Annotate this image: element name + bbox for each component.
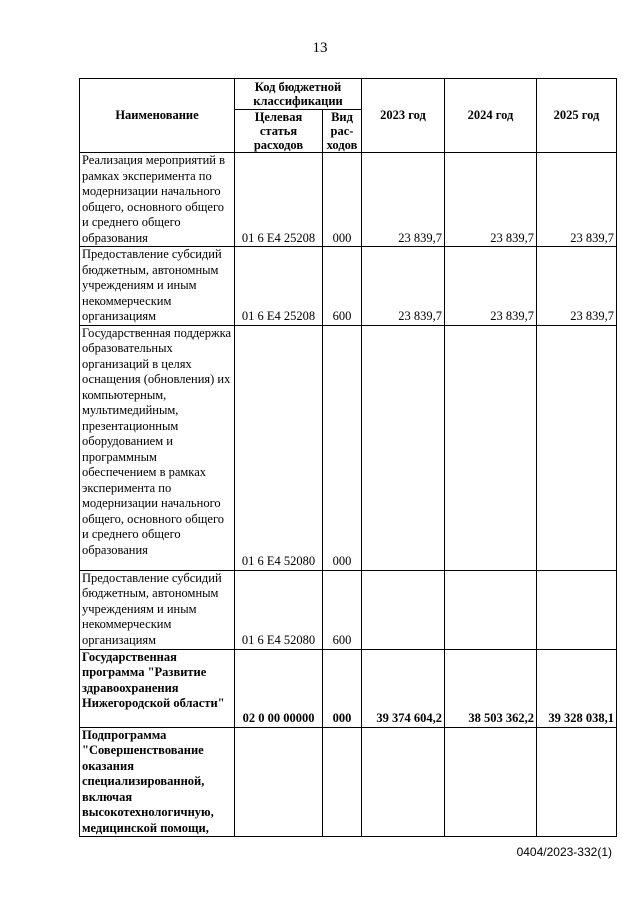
row-value-2023 [362, 570, 445, 649]
table-row [80, 570, 617, 649]
row-target-code [235, 727, 323, 837]
row-name: Предоставление субсидий бюджетным, автономным учреждениям и иным некоммерческим организациям [80, 570, 235, 649]
header-code-group: Код бюджетной классификации [235, 79, 362, 110]
row-target-code: 01 6 E4 25208 [235, 247, 323, 326]
row-target-code: 01 6 E4 52080 [235, 570, 323, 649]
row-expense-kind: 600 [323, 247, 362, 326]
table-row [80, 247, 617, 326]
header-year-2023: 2023 год [362, 79, 445, 153]
header-row-1 [80, 79, 617, 110]
row-value-2025 [537, 570, 617, 649]
table-row [80, 153, 617, 247]
row-value-2024 [445, 727, 537, 837]
row-value-2024: 38 503 362,2 [445, 649, 537, 727]
row-name: Реализация мероприятий в рамках эксперимента по модернизации начального общего, основного общего и среднего общего образования [80, 153, 235, 247]
header-year-2025: 2025 год [537, 79, 617, 153]
table-row [80, 325, 617, 570]
row-value-2023: 39 374 604,2 [362, 649, 445, 727]
row-expense-kind: 000 [323, 649, 362, 727]
row-value-2023 [362, 727, 445, 837]
row-value-2023: 23 839,7 [362, 153, 445, 247]
row-expense-kind: 000 [323, 153, 362, 247]
row-value-2023: 23 839,7 [362, 247, 445, 326]
header-expense-kind: Вид рас-ходов [323, 110, 362, 153]
row-name: Подпрограмма "Совершенствование оказания специализированной, включая высокотехнологичную, медицинской помощи, [80, 727, 235, 837]
row-value-2023 [362, 325, 445, 570]
page-number: 13 [312, 40, 328, 56]
row-value-2024 [445, 325, 537, 570]
header-name: Наименование [80, 79, 235, 153]
header-year-2024: 2024 год [445, 79, 537, 153]
row-name: Государственная программа "Развитие здравоохранения Нижегородской области" [80, 649, 235, 727]
table-row [80, 649, 617, 727]
row-target-code: 01 6 E4 25208 [235, 153, 323, 247]
row-value-2025 [537, 325, 617, 570]
row-value-2024: 23 839,7 [445, 247, 537, 326]
budget-table [79, 78, 617, 837]
row-expense-kind [323, 727, 362, 837]
header-target-article: Целевая статья расходов [235, 110, 323, 153]
row-value-2025: 23 839,7 [537, 247, 617, 326]
row-value-2024: 23 839,7 [445, 153, 537, 247]
row-name: Предоставление субсидий бюджетным, автономным учреждениям и иным некоммерческим организациям [80, 247, 235, 326]
row-expense-kind: 600 [323, 570, 362, 649]
document-registration-code: 0404/2023-332(1) [516, 845, 612, 859]
row-value-2025: 39 328 038,1 [537, 649, 617, 727]
row-value-2024 [445, 570, 537, 649]
row-value-2025: 23 839,7 [537, 153, 617, 247]
row-target-code: 02 0 00 00000 [235, 649, 323, 727]
row-target-code: 01 6 E4 52080 [235, 325, 323, 570]
row-expense-kind: 000 [323, 325, 362, 570]
table-row [80, 727, 617, 837]
row-value-2025 [537, 727, 617, 837]
row-name: Государственная поддержка образовательных организаций в целях оснащения (обновления) их компьютерным, мультимедийным, презентационным оборудованием и программным обеспечением в рамках эксперимента по модернизации начального общего, основного общего и среднего общего образования [80, 325, 235, 570]
